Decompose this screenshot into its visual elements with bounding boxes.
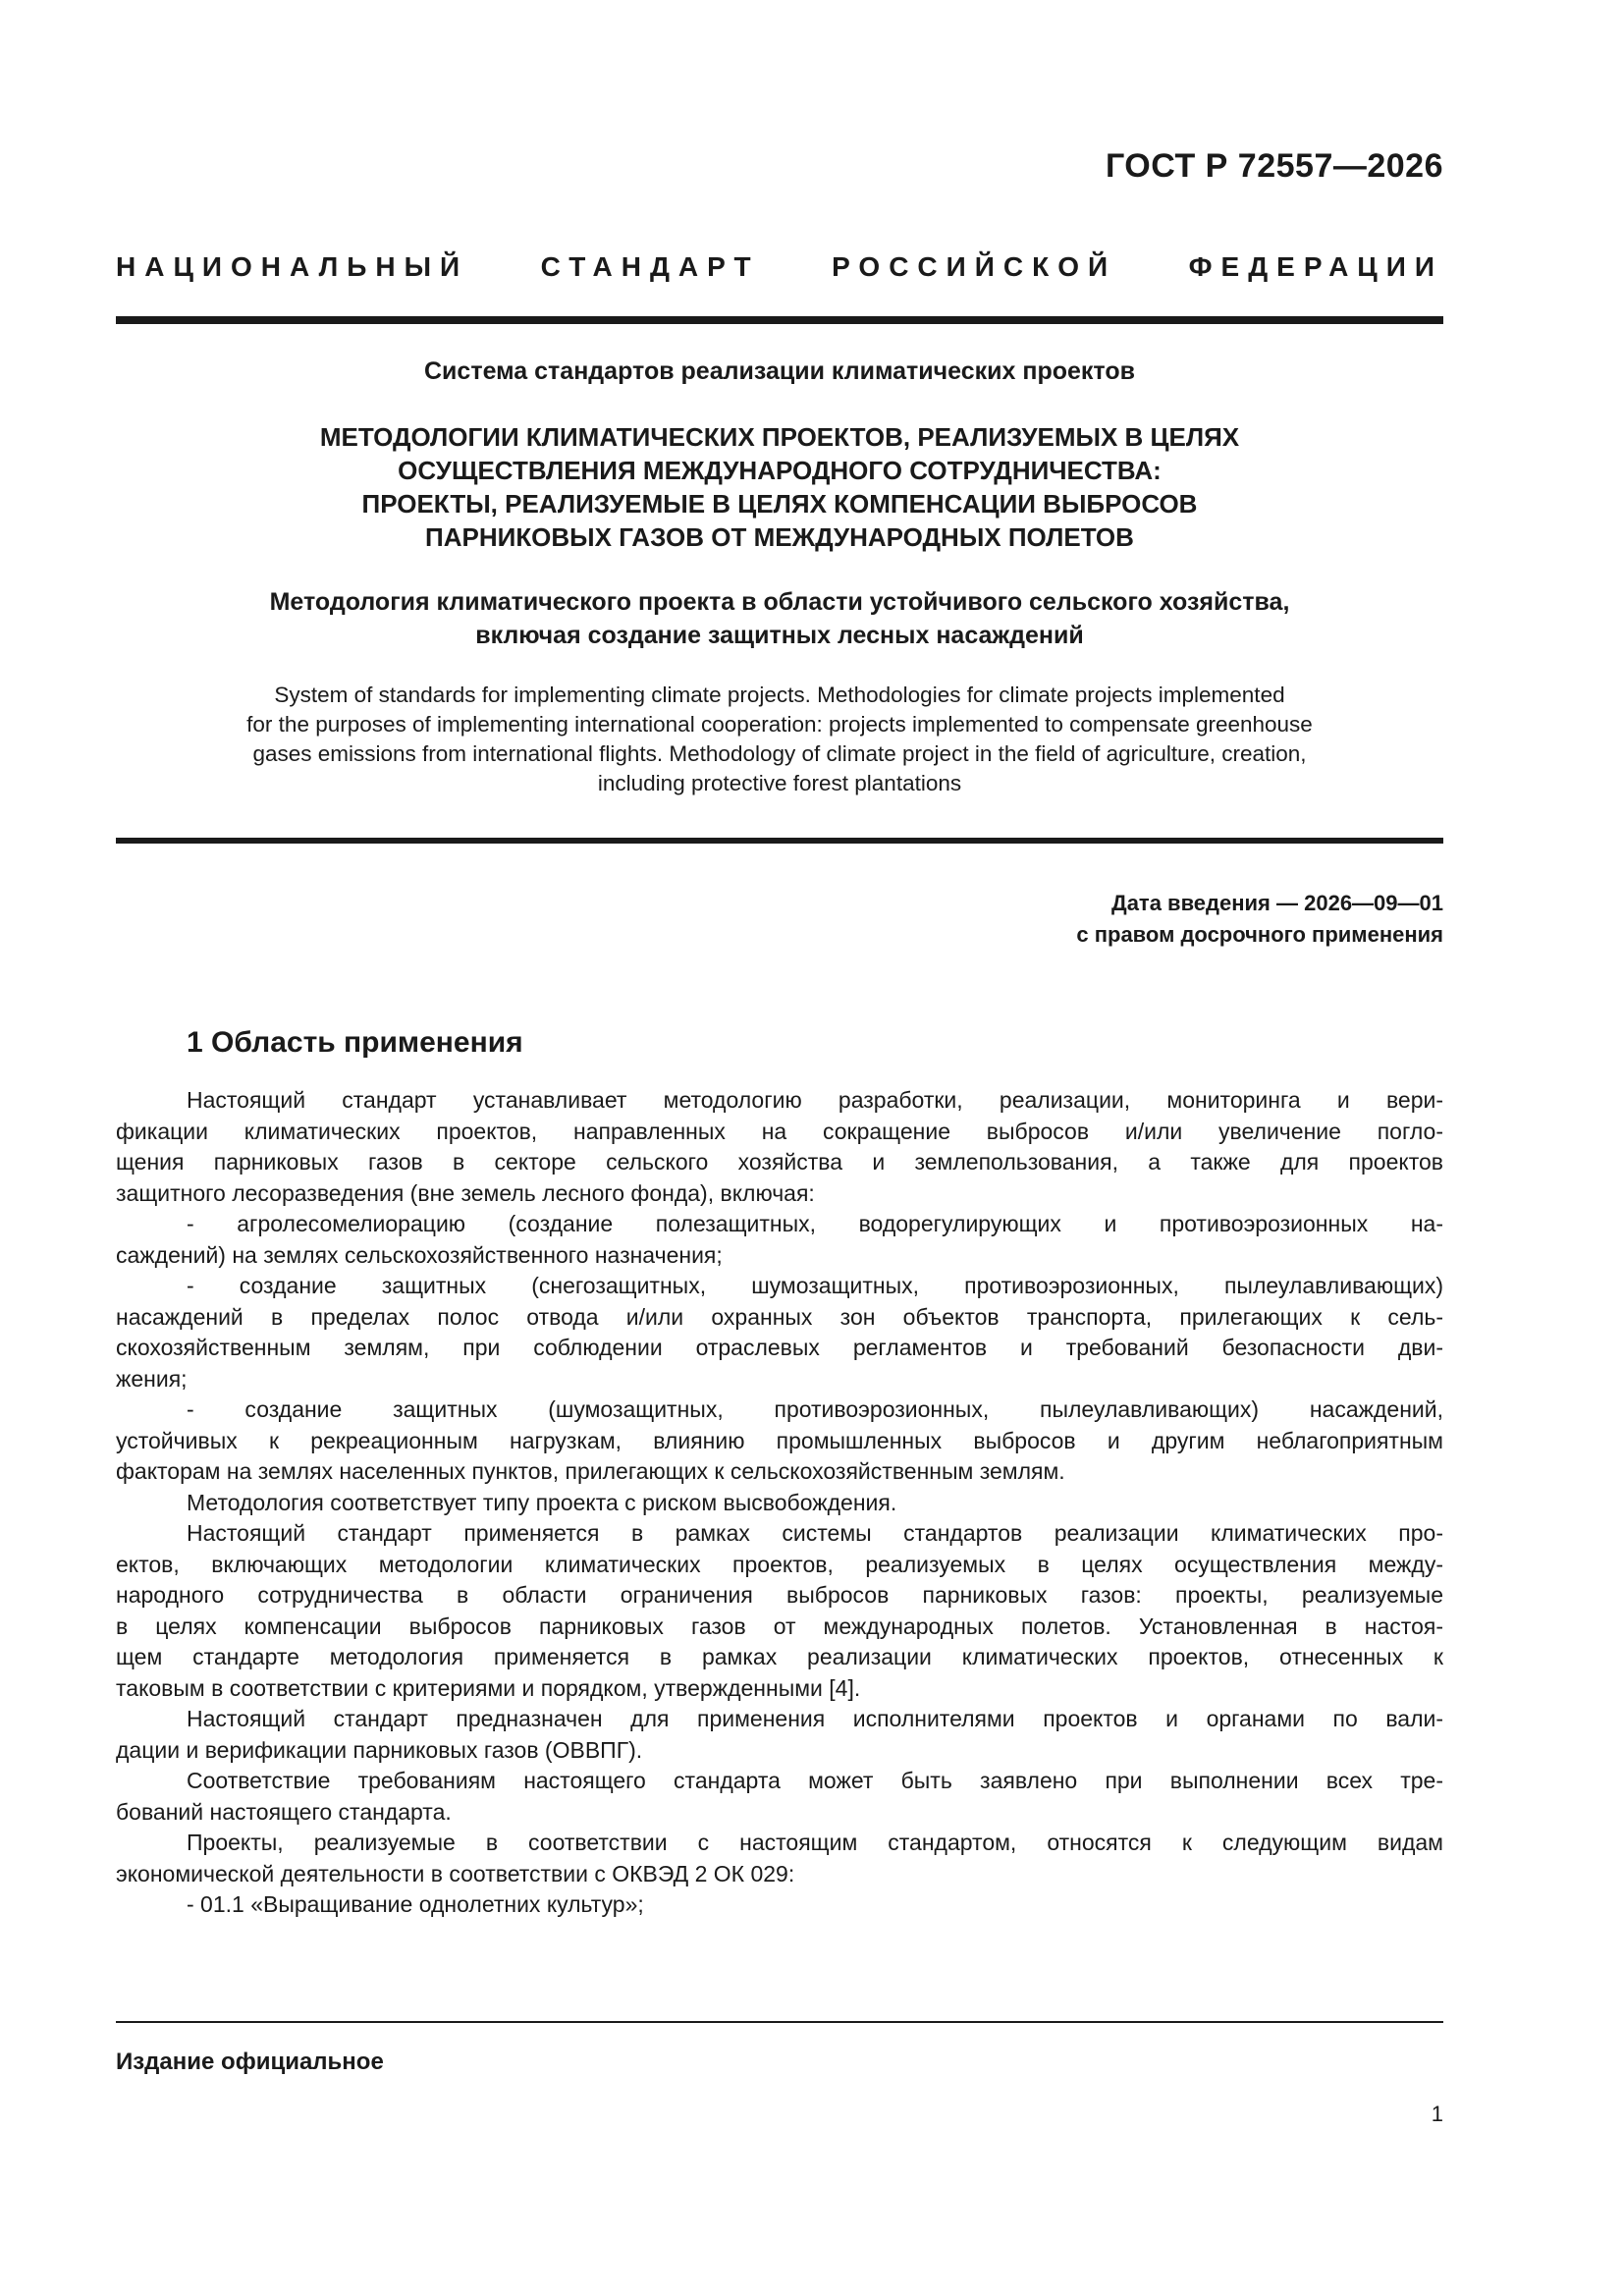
english-title-line: gases emissions from international flights. Methodology of climate project in the field of agriculture, creation, [252, 741, 1307, 766]
english-title-line: including protective forest plantations [597, 771, 962, 795]
body-line: бований настоящего стандарта. [116, 1798, 452, 1825]
official-edition-label: Издание официальное [116, 2049, 384, 2075]
body-line: защитного лесоразведения (вне земель лесного фонда), включая: [116, 1179, 815, 1206]
introduction-date [1076, 888, 1443, 951]
footer-divider [116, 2021, 1443, 2023]
main-title-line: ОСУЩЕСТВЛЕНИЯ МЕЖДУНАРОДНОГО СОТРУДНИЧЕСТВА: [398, 456, 1162, 485]
header-divider [116, 316, 1443, 324]
body-line: факторам на землях населенных пунктов, прилегающих к сельскохозяйственным землям. [116, 1458, 1065, 1484]
body-line: щем стандарте методология применяется в рамках реализации климатических проектов, отнесенных к [116, 1644, 1443, 1669]
title-divider [116, 838, 1443, 844]
body-line: - 01.1 «Выращивание однолетних культур»; [187, 1891, 644, 1917]
body-line: Настоящий стандарт устанавливает методологию разработки, реализации, мониторинга и вери- [187, 1087, 1443, 1113]
body-line: - создание защитных (шумозащитных, противоэрозионных, пылеулавливающих) насаждений, [187, 1396, 1443, 1422]
body-line: таковым в соответствии с критериями и порядком, утвержденными [4]. [116, 1674, 861, 1701]
body-line: - агролесомелиорацию (создание полезащитных, водорегулирующих и противоэрозионных на- [187, 1211, 1443, 1236]
english-title [116, 681, 1443, 798]
body-line: народного сотрудничества в области ограничения выбросов парниковых газов: проекты, реализуемые [116, 1582, 1443, 1608]
main-title [116, 420, 1443, 554]
introduction-date-line: Дата введения — 2026—09—01 [1111, 891, 1443, 915]
sub-title [116, 585, 1443, 652]
main-title-line: ПАРНИКОВЫХ ГАЗОВ ОТ МЕЖДУНАРОДНЫХ ПОЛЕТОВ [425, 522, 1134, 552]
national-standard-heading: НАЦИОНАЛЬНЫЙ СТАНДАРТ РОССИЙСКОЙ ФЕДЕРАЦИИ [116, 251, 1443, 282]
early-application-line: с правом досрочного применения [1076, 922, 1443, 947]
body-line: устойчивых к рекреационным нагрузкам, влиянию промышленных выбросов и другим неблагоприятным [116, 1427, 1443, 1453]
body-line: - создание защитных (снегозащитных, шумозащитных, противоэрозионных, пылеулавливающих) [187, 1273, 1443, 1298]
section-title: 1 Область применения [187, 1026, 523, 1059]
sub-title-line: Методология климатического проекта в области устойчивого сельского хозяйства, [269, 588, 1290, 616]
english-title-line: for the purposes of implementing international cooperation: projects implemented to compensate greenhouse [246, 712, 1313, 737]
gost-number: ГОСТ Р 72557—2026 [1105, 147, 1443, 185]
series-title: Система стандартов реализации климатических проектов [424, 357, 1135, 385]
body-line: Настоящий стандарт применяется в рамках системы стандартов реализации климатических про- [187, 1520, 1443, 1546]
body-line: Проекты, реализуемые в соответствии с настоящим стандартом, относятся к следующим видам [187, 1830, 1443, 1855]
section-body [116, 1085, 1443, 1921]
sub-title-line: включая создание защитных лесных насаждений [475, 622, 1084, 649]
body-line: насаждений в пределах полос отвода и/или охранных зон объектов транспорта, прилегающих к сель- [116, 1303, 1443, 1330]
english-title-line: System of standards for implementing climate projects. Methodologies for climate projects implemented [274, 683, 1285, 707]
body-line: дации и верификации парниковых газов (ОВВПГ). [116, 1736, 643, 1763]
body-line: фикации климатических проектов, направленных на сокращение выбросов и/или увеличение погло- [116, 1118, 1443, 1144]
page-number: 1 [1431, 2102, 1443, 2126]
body-line: Методология соответствует типу проекта с риском высвобождения. [187, 1489, 897, 1515]
body-line: в целях компенсации выбросов парниковых газов от международных полетов. Установленная в настоя- [116, 1613, 1443, 1639]
body-line: ектов, включающих методологии климатических проектов, реализуемых в целях осуществления между- [116, 1551, 1443, 1577]
body-line: жения; [116, 1365, 188, 1392]
body-line: саждений) на землях сельскохозяйственного назначения; [116, 1241, 723, 1268]
main-title-line: МЕТОДОЛОГИИ КЛИМАТИЧЕСКИХ ПРОЕКТОВ, РЕАЛИЗУЕМЫХ В ЦЕЛЯХ [319, 422, 1240, 452]
main-title-line: ПРОЕКТЫ, РЕАЛИЗУЕМЫЕ В ЦЕЛЯХ КОМПЕНСАЦИИ ВЫБРОСОВ [361, 489, 1198, 519]
body-line: экономической деятельности в соответствии с ОКВЭД 2 ОК 029: [116, 1860, 795, 1886]
body-line: Соответствие требованиям настоящего стандарта может быть заявлено при выполнении всех тре- [187, 1768, 1443, 1793]
body-line: скохозяйственным землям, при соблюдении отраслевых регламентов и требований безопасности дви- [116, 1335, 1443, 1360]
body-line: щения парниковых газов в секторе сельского хозяйства и землепользования, а также для проектов [116, 1149, 1443, 1175]
body-line: Настоящий стандарт предназначен для применения исполнителями проектов и органами по вали- [187, 1706, 1443, 1731]
